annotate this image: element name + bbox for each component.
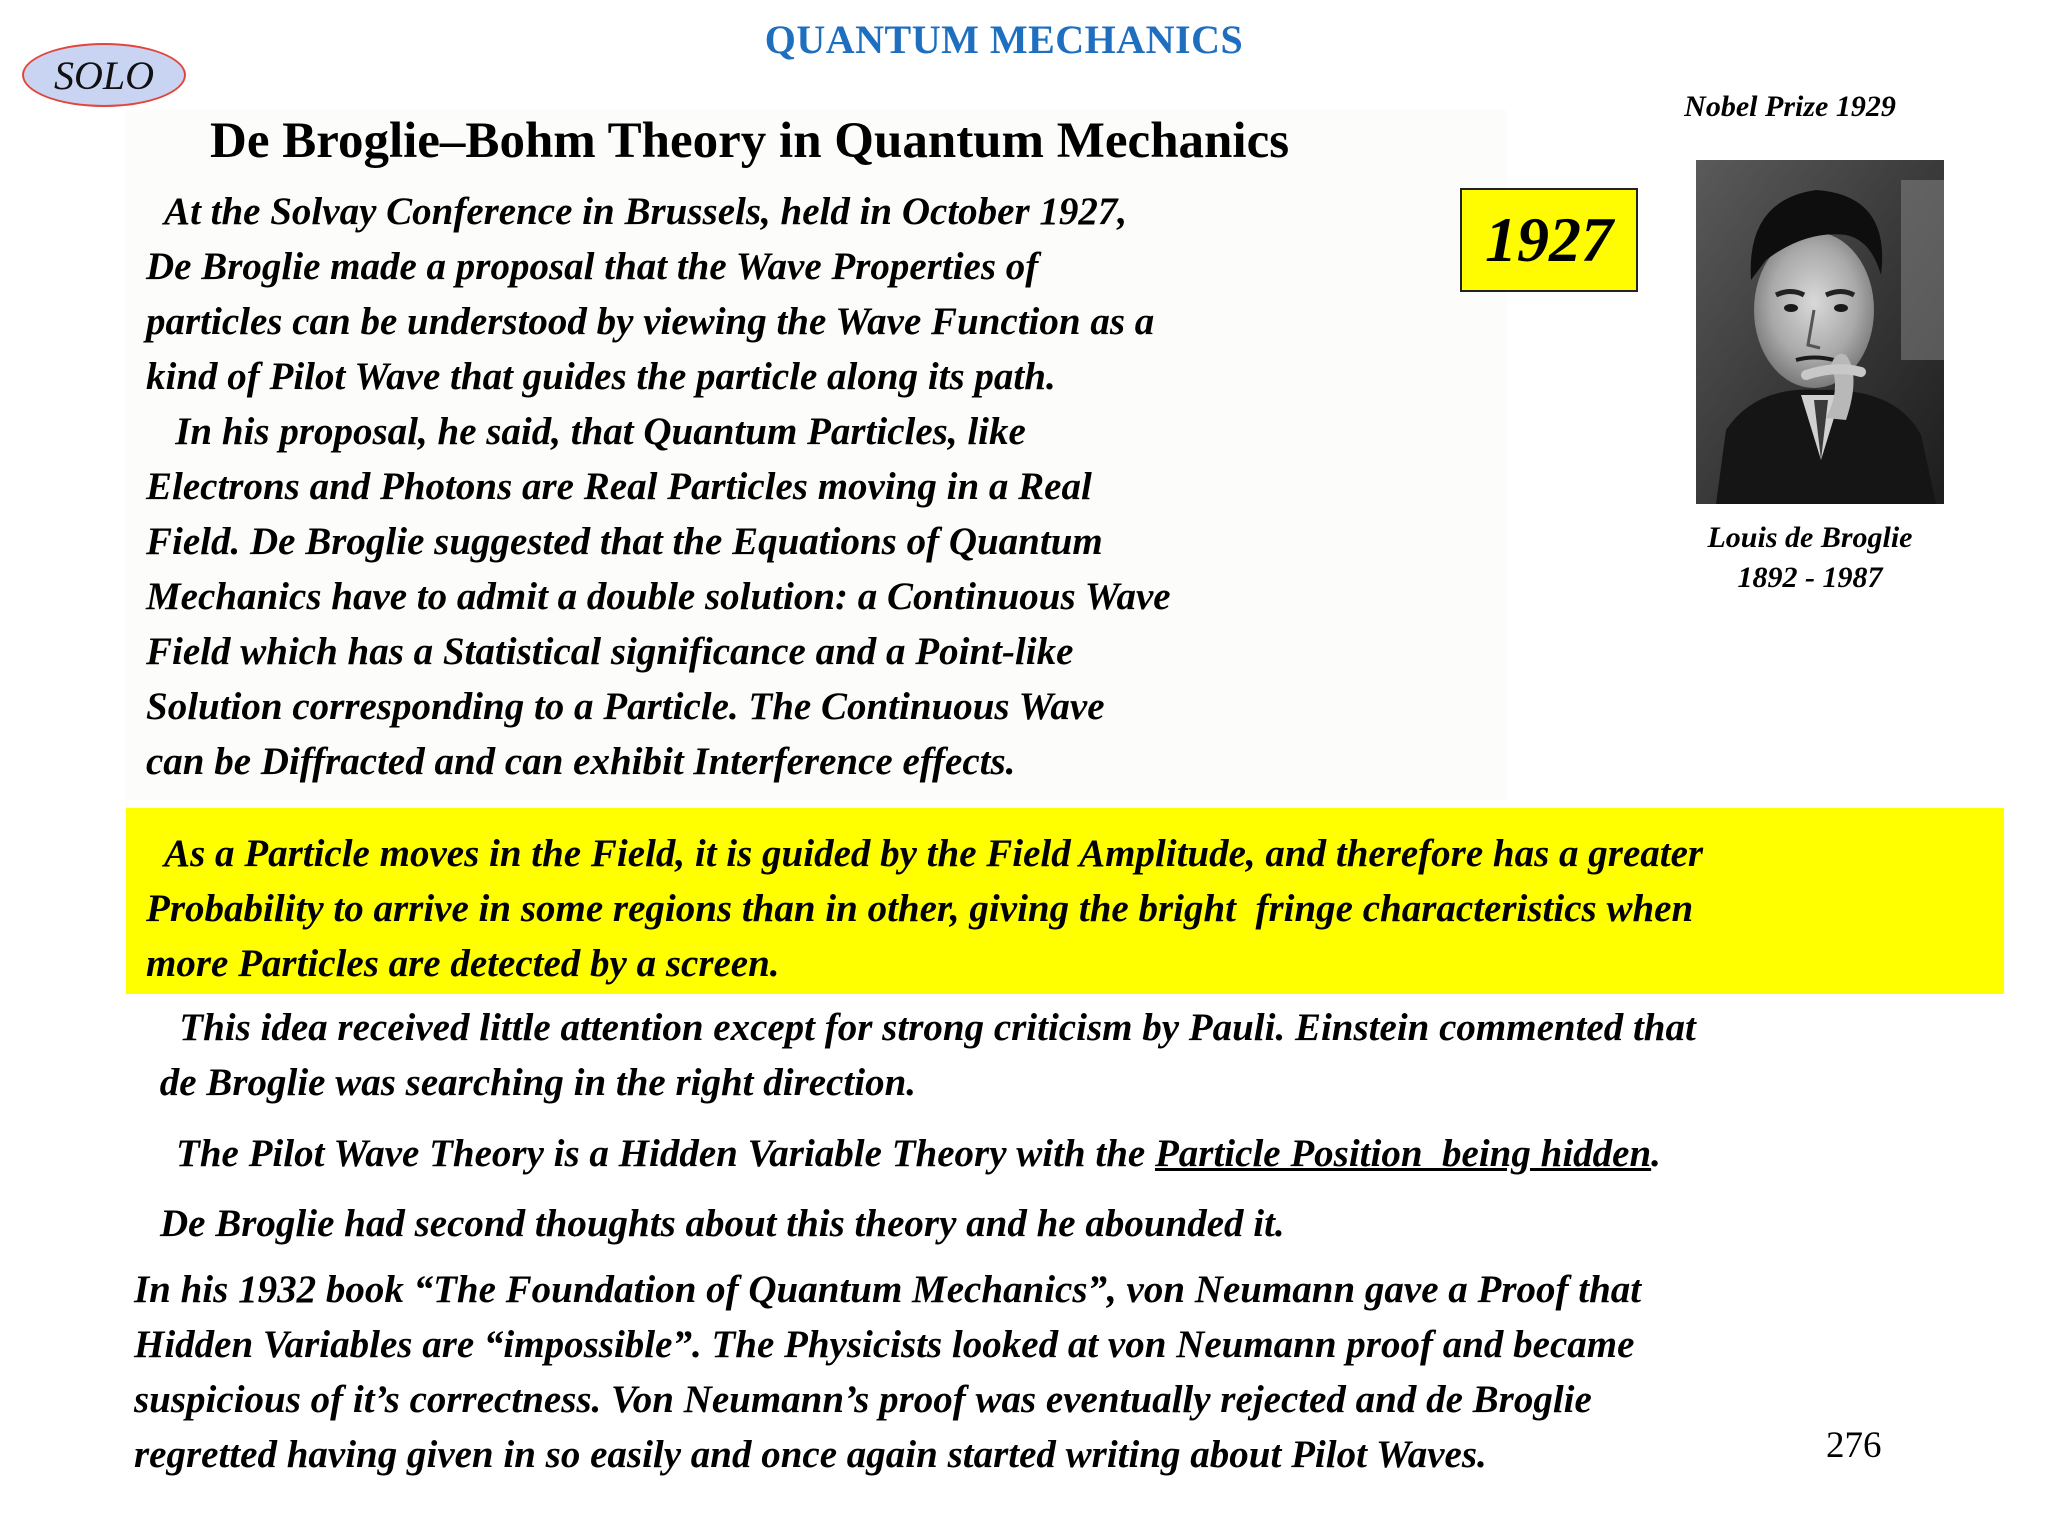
solo-badge: SOLO: [22, 43, 186, 107]
von-neumann-line: Hidden Variables are “impossible”. The Physicists looked at von Neumann proof and became: [134, 1323, 1635, 1366]
person-lifespan: 1892 - 1987: [1737, 561, 1883, 594]
portrait-illustration: [1696, 160, 1944, 504]
intro-line: kind of Pilot Wave that guides the particle along its path.: [146, 355, 1056, 398]
intro-line: Solution corresponding to a Particle. The Continuous Wave: [146, 685, 1105, 728]
hidden-variable-underlined: Particle Position being hidden: [1154, 1132, 1652, 1175]
year-badge: 1927: [1460, 188, 1638, 292]
von-neumann-paragraph: [134, 1262, 1641, 1482]
intro-paragraph: [146, 184, 1171, 789]
hidden-variable-prefix: The Pilot Wave Theory is a Hidden Variable Theory with the: [176, 1132, 1155, 1175]
highlight-line: more Particles are detected by a screen.: [146, 942, 780, 985]
von-neumann-line: regretted having given in so easily and once again started writing about Pilot Waves.: [134, 1433, 1487, 1476]
portrait-caption: [1640, 518, 1980, 598]
von-neumann-line: In his 1932 book “The Foundation of Quantum Mechanics”, von Neumann gave a Proof that: [134, 1268, 1642, 1311]
intro-line: De Broglie made a proposal that the Wave Properties of: [146, 245, 1039, 288]
intro-line: At the Solvay Conference in Brussels, held in October 1927,: [146, 190, 1128, 233]
highlight-line: As a Particle moves in the Field, it is guided by the Field Amplitude, and therefore has a greater: [146, 832, 1704, 875]
slide-heading: De Broglie–Bohm Theory in Quantum Mechanics: [210, 113, 1290, 169]
von-neumann-line: suspicious of it’s correctness. Von Neumann’s proof was eventually rejected and de Broglie: [134, 1378, 1592, 1421]
intro-line: Field which has a Statistical significance and a Point-like: [146, 630, 1074, 673]
reception-line: de Broglie was searching in the right direction.: [150, 1061, 917, 1104]
intro-line: In his proposal, he said, that Quantum Particles, like: [146, 410, 1026, 453]
intro-line: Mechanics have to admit a double solution: a Continuous Wave: [146, 575, 1171, 618]
highlight-line: Probability to arrive in some regions than in other, giving the bright fringe characteristics when: [146, 887, 1694, 930]
intro-line: can be Diffracted and can exhibit Interference effects.: [146, 740, 1016, 783]
page-number: 276: [1826, 1425, 1882, 1466]
person-name: Louis de Broglie: [1707, 521, 1913, 554]
intro-line: Electrons and Photons are Real Particles moving in a Real: [146, 465, 1092, 508]
hidden-variable-line: [176, 1126, 1661, 1181]
intro-line: Field. De Broglie suggested that the Equations of Quantum: [146, 520, 1103, 563]
second-thoughts-line: De Broglie had second thoughts about this theory and he abounded it.: [160, 1202, 1285, 1245]
highlight-paragraph: [146, 826, 1703, 991]
hidden-variable-suffix: .: [1651, 1132, 1661, 1175]
reception-paragraph: [150, 1000, 1696, 1110]
reception-line: This idea received little attention except for strong criticism by Pauli. Einstein commented that: [150, 1006, 1696, 1049]
nobel-caption: Nobel Prize 1929: [1684, 90, 1896, 123]
portrait-photo: [1696, 160, 1944, 504]
intro-line: particles can be understood by viewing the Wave Function as a: [146, 300, 1155, 343]
section-title: QUANTUM MECHANICS: [764, 17, 1244, 62]
